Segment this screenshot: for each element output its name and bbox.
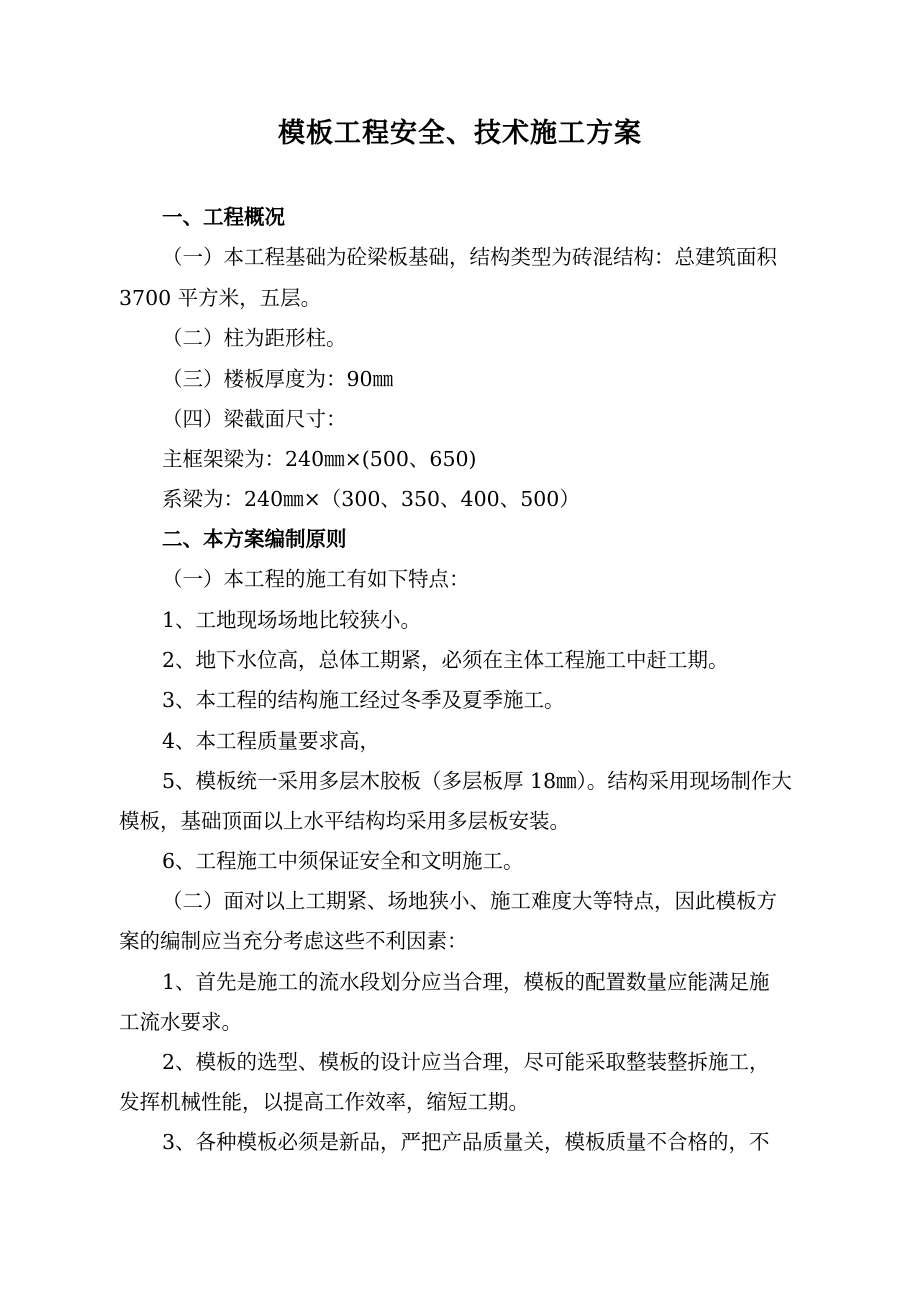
paragraph-line: 3700 平方米，五层。 [119, 286, 322, 310]
document-title: 模板工程安全、技术施工方案 [278, 118, 642, 149]
list-item-continuation: 模板，基础顶面以上水平结构均采用多层板安装。 [119, 809, 570, 833]
list-item: 5、模板统一采用多层木胶板（多层板厚 18㎜）。结构采用现场制作大 [162, 769, 792, 793]
list-item: 6、工程施工中须保证安全和文明施工。 [162, 849, 524, 873]
list-item: 3、各种模板必须是新品，严把产品质量关，模板质量不合格的，不 [162, 1130, 770, 1154]
paragraph-line: （一）本工程基础为砼梁板基础，结构类型为砖混结构：总建筑面积 [162, 245, 777, 269]
paragraph-line: （三）楼板厚度为：90㎜ [162, 367, 394, 391]
list-item: 2、模板的选型、模板的设计应当合理，尽可能采取整装整拆施工， [162, 1050, 770, 1074]
list-item: 3、本工程的结构施工经过冬季及夏季施工。 [162, 688, 565, 712]
list-item: 1、首先是施工的流水段划分应当合理，模板的配置数量应能满足施 [162, 970, 770, 994]
paragraph-line: （二）柱为距形柱。 [162, 326, 347, 350]
paragraph-line: （四）梁截面尺寸： [162, 407, 347, 431]
list-item: 1、工地现场场地比较狭小。 [162, 608, 422, 632]
list-item-continuation: 工流水要求。 [119, 1010, 242, 1034]
section-heading-2: 二、本方案编制原则 [162, 527, 347, 551]
list-item-continuation: 发挥机械性能，以提高工作效率，缩短工期。 [119, 1090, 529, 1114]
paragraph-line: 主框架梁为：240㎜×(500、650) [162, 447, 477, 471]
paragraph-line: 系梁为：240㎜×（300、350、400、500） [162, 487, 580, 511]
paragraph-line: （二）面对以上工期紧、场地狭小、施工难度大等特点，因此模板方 [162, 889, 777, 913]
paragraph-line: 案的编制应当充分考虑这些不利因素： [119, 929, 468, 953]
list-item: 4、本工程质量要求高， [162, 729, 381, 753]
paragraph-line: （一）本工程的施工有如下特点： [162, 567, 470, 591]
section-heading-1: 一、工程概况 [162, 205, 285, 229]
list-item: 2、地下水位高，总体工期紧，必须在主体工程施工中赶工期。 [162, 648, 729, 672]
